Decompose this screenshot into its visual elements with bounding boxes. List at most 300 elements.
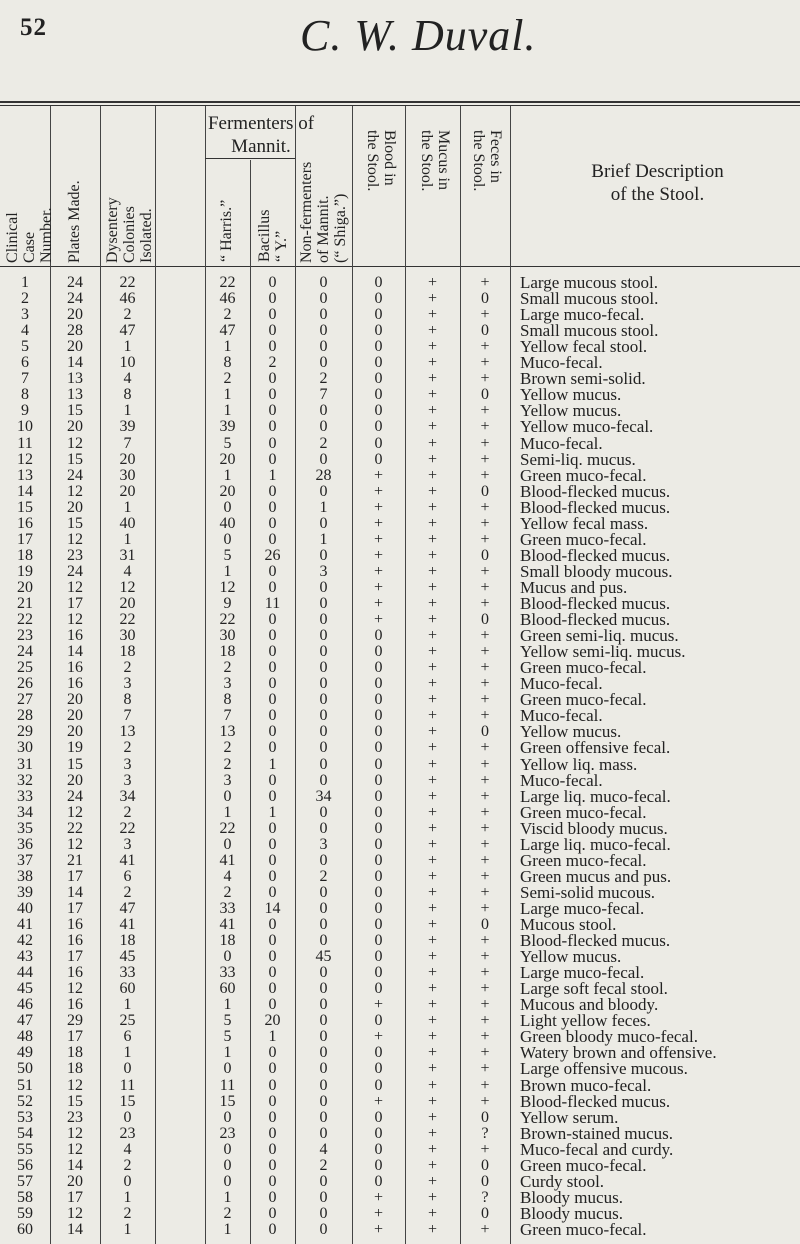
cell-harris: 0 [223, 1172, 232, 1190]
cell-mucus: + [427, 723, 438, 741]
cell-dysentery-colonies: 20 [119, 482, 136, 500]
cell-harris: 0 [223, 1108, 232, 1126]
cell-non-fermenters: 28 [315, 466, 332, 484]
cell-bacillus-y: 0 [268, 835, 277, 853]
cell-case-number: 50 [17, 1060, 33, 1078]
cell-dysentery-colonies: 18 [119, 932, 136, 950]
cell-feces: + [480, 514, 490, 532]
cell-feces: + [480, 643, 490, 661]
cell-mucus: + [427, 707, 438, 725]
cell-plates-made: 16 [67, 932, 83, 950]
cell-description: Yellow fecal mass. [520, 513, 649, 533]
cell-harris: 23 [219, 1124, 236, 1142]
cell-mucus: + [427, 562, 438, 580]
cell-mucus: + [427, 803, 438, 821]
cell-case-number: 48 [17, 1028, 33, 1046]
cell-plates-made: 17 [67, 899, 83, 917]
cell-blood: 0 [374, 771, 383, 789]
cell-bacillus-y: 0 [268, 562, 277, 580]
cell-bacillus-y: 0 [268, 707, 277, 725]
cell-blood: + [373, 514, 384, 532]
cell-non-fermenters: 0 [319, 514, 328, 532]
cell-plates-made: 14 [67, 883, 83, 901]
cell-blood: 0 [374, 1124, 383, 1142]
header-fermenters: Fermenters of Mannit. [207, 113, 315, 157]
cell-dysentery-colonies: 1 [123, 1220, 132, 1238]
cell-plates-made: 24 [67, 274, 83, 291]
cell-blood: 0 [374, 691, 383, 709]
cell-feces: + [480, 1044, 490, 1062]
cell-harris: 5 [223, 546, 232, 564]
cell-mucus: + [427, 643, 438, 661]
cell-non-fermenters: 0 [319, 659, 328, 677]
cell-mucus: + [427, 370, 438, 388]
cell-dysentery-colonies: 0 [123, 1108, 132, 1126]
cell-description: Yellow semi-liq. mucus. [520, 642, 686, 662]
cell-harris: 39 [219, 418, 236, 436]
cell-mucus: + [427, 755, 438, 773]
cell-case-number: 46 [17, 996, 33, 1014]
cell-non-fermenters: 0 [319, 1108, 328, 1126]
cell-plates-made: 20 [67, 771, 83, 789]
cell-harris: 0 [223, 1156, 232, 1174]
cell-non-fermenters: 0 [319, 916, 328, 933]
cell-bacillus-y: 0 [268, 1204, 277, 1222]
cell-dysentery-colonies: 2 [123, 659, 132, 677]
cell-harris: 1 [223, 1188, 232, 1206]
header-dysentery-colonies: Dysentery Colonies Isolated. [104, 197, 155, 263]
top-rule-thin [0, 105, 800, 106]
cell-harris: 0 [223, 948, 232, 966]
cell-bacillus-y: 0 [268, 867, 277, 885]
cell-harris: 1 [223, 466, 232, 484]
cell-mucus: + [427, 418, 438, 436]
cell-bacillus-y: 0 [268, 530, 277, 548]
cell-bacillus-y: 0 [268, 338, 277, 356]
cell-feces: + [480, 948, 490, 966]
cell-description: Green offensive fecal. [520, 738, 671, 758]
cell-plates-made: 24 [67, 562, 83, 580]
cell-bacillus-y: 20 [264, 1012, 281, 1030]
cell-bacillus-y: 0 [268, 964, 277, 982]
cell-case-number: 38 [17, 867, 33, 885]
cell-description: Blood-flecked mucus. [520, 1091, 671, 1111]
cell-harris: 2 [223, 755, 232, 773]
cell-blood: 0 [374, 627, 383, 645]
cell-case-number: 49 [17, 1044, 33, 1062]
cell-harris: 22 [219, 274, 236, 291]
cell-non-fermenters: 0 [319, 739, 328, 757]
cell-dysentery-colonies: 12 [119, 578, 136, 596]
cell-description: Muco-fecal and curdy. [520, 1139, 674, 1159]
cell-non-fermenters: 0 [319, 691, 328, 709]
cell-description: Yellow mucus. [520, 722, 622, 742]
cell-mucus: + [427, 402, 438, 420]
cell-bacillus-y: 0 [268, 274, 277, 291]
cell-case-number: 25 [17, 659, 33, 677]
cell-plates-made: 14 [67, 1156, 83, 1174]
cell-description: Light yellow feces. [520, 1011, 651, 1031]
cell-mucus: + [427, 659, 438, 677]
cell-bacillus-y: 0 [268, 675, 277, 693]
cell-mucus: + [427, 450, 438, 468]
table-row [0, 1219, 800, 1240]
cell-plates-made: 21 [67, 851, 83, 869]
cell-harris: 1 [223, 338, 232, 356]
cell-dysentery-colonies: 1 [123, 498, 132, 516]
cell-dysentery-colonies: 2 [123, 739, 132, 757]
cell-dysentery-colonies: 47 [119, 322, 136, 340]
cell-plates-made: 24 [67, 290, 83, 308]
cell-blood: + [373, 1092, 384, 1110]
cell-feces: + [480, 530, 490, 548]
cell-blood: 0 [374, 354, 383, 372]
cell-dysentery-colonies: 2 [123, 883, 132, 901]
cell-harris: 18 [219, 643, 236, 661]
cell-feces: + [480, 562, 490, 580]
header-case-number: Clinical Case Number. [4, 207, 55, 263]
cell-dysentery-colonies: 34 [119, 787, 136, 805]
header-description: Brief Description of the Stool. [591, 161, 724, 205]
cell-non-fermenters: 0 [319, 1060, 328, 1078]
cell-harris: 0 [223, 498, 232, 516]
cell-bacillus-y: 1 [268, 1028, 277, 1046]
cell-description: Muco-fecal. [520, 674, 603, 694]
cell-non-fermenters: 2 [319, 370, 328, 388]
cell-description: Curdy stool. [520, 1171, 605, 1191]
cell-blood: 0 [374, 322, 383, 340]
cell-case-number: 24 [17, 643, 33, 661]
cell-non-fermenters: 0 [319, 546, 328, 564]
cell-case-number: 8 [21, 386, 29, 404]
cell-non-fermenters: 0 [319, 322, 328, 340]
cell-feces: + [480, 659, 490, 677]
cell-non-fermenters: 0 [319, 1188, 328, 1206]
cell-feces: 0 [481, 482, 489, 500]
cell-feces: ? [481, 1188, 489, 1206]
cell-plates-made: 12 [67, 578, 83, 596]
cell-feces: 0 [481, 1204, 489, 1222]
cell-feces: + [480, 883, 490, 901]
cell-harris: 2 [223, 1204, 232, 1222]
cell-non-fermenters: 0 [319, 899, 328, 917]
cell-case-number: 54 [17, 1124, 33, 1142]
cell-non-fermenters: 0 [319, 819, 328, 837]
cell-bacillus-y: 0 [268, 1124, 277, 1142]
cell-description: Mucous and bloody. [520, 995, 659, 1015]
cell-harris: 1 [223, 996, 232, 1014]
cell-description: Small mucous stool. [520, 321, 659, 341]
cell-feces: ? [481, 1124, 489, 1142]
cell-non-fermenters: 0 [319, 723, 328, 741]
cell-mucus: + [427, 1044, 438, 1062]
cell-harris: 1 [223, 562, 232, 580]
cell-mucus: + [427, 932, 438, 950]
cell-bacillus-y: 14 [264, 899, 281, 917]
cell-dysentery-colonies: 20 [119, 450, 136, 468]
cell-plates-made: 16 [67, 675, 83, 693]
cell-dysentery-colonies: 4 [123, 562, 132, 580]
cell-mucus: + [427, 611, 438, 629]
cell-dysentery-colonies: 6 [123, 1028, 132, 1046]
cell-plates-made: 18 [67, 1060, 83, 1078]
cell-plates-made: 20 [67, 1172, 83, 1190]
cell-harris: 1 [223, 386, 232, 404]
cell-blood: 0 [374, 675, 383, 693]
cell-mucus: + [427, 482, 438, 500]
cell-dysentery-colonies: 8 [123, 691, 132, 709]
cell-description: Green semi-liq. mucus. [520, 626, 679, 646]
cell-blood: + [373, 996, 384, 1014]
cell-blood: 0 [374, 274, 383, 291]
cell-description: Green muco-fecal. [520, 690, 647, 710]
cell-non-fermenters: 0 [319, 611, 328, 629]
cell-plates-made: 15 [67, 755, 83, 773]
cell-harris: 0 [223, 835, 232, 853]
cell-blood: 0 [374, 1012, 383, 1030]
cell-non-fermenters: 0 [319, 755, 328, 773]
cell-blood: 0 [374, 1060, 383, 1078]
cell-mucus: + [427, 578, 438, 596]
cell-harris: 15 [219, 1092, 236, 1110]
cell-bacillus-y: 0 [268, 450, 277, 468]
cell-plates-made: 29 [67, 1012, 83, 1030]
cell-dysentery-colonies: 45 [119, 948, 136, 966]
cell-feces: + [480, 434, 490, 452]
cell-non-fermenters: 0 [319, 964, 328, 982]
cell-harris: 11 [219, 1076, 236, 1094]
cell-dysentery-colonies: 2 [123, 1204, 132, 1222]
cell-bacillus-y: 2 [268, 354, 277, 372]
cell-description: Brown muco-fecal. [520, 1075, 652, 1095]
cell-mucus: + [427, 354, 438, 372]
cell-harris: 0 [223, 787, 232, 805]
cell-bacillus-y: 0 [268, 418, 277, 436]
cell-description: Mucus and pus. [520, 577, 628, 597]
cell-feces: + [480, 466, 490, 484]
cell-non-fermenters: 34 [315, 787, 332, 805]
cell-case-number: 53 [17, 1108, 33, 1126]
cell-feces: + [480, 1220, 490, 1238]
cell-blood: + [373, 546, 384, 564]
cell-mucus: + [427, 1156, 438, 1174]
cell-blood: 0 [374, 916, 383, 933]
cell-non-fermenters: 2 [319, 434, 328, 452]
cell-bacillus-y: 0 [268, 1156, 277, 1174]
cell-non-fermenters: 0 [319, 290, 328, 308]
cell-blood: 0 [374, 723, 383, 741]
cell-mucus: + [427, 306, 438, 324]
cell-plates-made: 16 [67, 659, 83, 677]
cell-blood: 0 [374, 643, 383, 661]
cell-feces: + [480, 274, 490, 291]
cell-harris: 8 [223, 691, 232, 709]
running-title: C. W. Duval. [300, 11, 537, 60]
cell-mucus: + [427, 980, 438, 998]
cell-case-number: 52 [17, 1092, 33, 1110]
cell-dysentery-colonies: 3 [123, 675, 132, 693]
cell-harris: 40 [219, 514, 236, 532]
cell-blood: 0 [374, 402, 383, 420]
cell-description: Green bloody muco-fecal. [520, 1027, 698, 1047]
cell-case-number: 20 [17, 578, 33, 596]
cell-feces: + [480, 1060, 490, 1078]
cell-case-number: 35 [17, 819, 33, 837]
cell-dysentery-colonies: 41 [119, 851, 136, 869]
cell-case-number: 47 [17, 1012, 33, 1030]
cell-bacillus-y: 0 [268, 1220, 277, 1238]
cell-blood: 0 [374, 290, 383, 308]
cell-plates-made: 14 [67, 1220, 83, 1238]
cell-description: Large liq. muco-fecal. [520, 834, 671, 854]
cell-bacillus-y: 0 [268, 434, 277, 452]
cell-bacillus-y: 0 [268, 819, 277, 837]
cell-case-number: 11 [17, 434, 33, 452]
cell-bacillus-y: 0 [268, 370, 277, 388]
cell-harris: 5 [223, 434, 232, 452]
cell-description: Green muco-fecal. [520, 529, 647, 549]
cell-dysentery-colonies: 2 [123, 1156, 132, 1174]
cell-plates-made: 17 [67, 1188, 83, 1206]
cell-mucus: + [427, 1140, 438, 1158]
cell-description: Green muco-fecal. [520, 850, 647, 870]
cell-harris: 22 [219, 819, 236, 837]
cell-mucus: + [427, 627, 438, 645]
cell-blood: 0 [374, 948, 383, 966]
cell-dysentery-colonies: 46 [119, 290, 136, 308]
cell-plates-made: 16 [67, 964, 83, 982]
cell-harris: 1 [223, 1044, 232, 1062]
cell-mucus: + [427, 322, 438, 340]
cell-case-number: 30 [17, 739, 33, 757]
cell-non-fermenters: 0 [319, 851, 328, 869]
cell-plates-made: 12 [67, 611, 83, 629]
cell-bacillus-y: 0 [268, 578, 277, 596]
cell-mucus: + [427, 851, 438, 869]
cell-bacillus-y: 0 [268, 627, 277, 645]
cell-dysentery-colonies: 60 [119, 980, 136, 998]
cell-blood: + [373, 498, 384, 516]
cell-case-number: 22 [17, 611, 33, 629]
cell-dysentery-colonies: 41 [119, 916, 136, 933]
cell-blood: 0 [374, 1156, 383, 1174]
cell-non-fermenters: 0 [319, 1172, 328, 1190]
cell-bacillus-y: 0 [268, 1076, 277, 1094]
cell-plates-made: 12 [67, 1204, 83, 1222]
cell-mucus: + [427, 386, 438, 404]
cell-bacillus-y: 0 [268, 643, 277, 661]
cell-non-fermenters: 3 [319, 835, 328, 853]
cell-blood: 0 [374, 418, 383, 436]
cell-blood: 0 [374, 434, 383, 452]
cell-non-fermenters: 0 [319, 883, 328, 901]
cell-case-number: 51 [17, 1076, 33, 1094]
cell-bacillus-y: 0 [268, 691, 277, 709]
cell-dysentery-colonies: 31 [119, 546, 136, 564]
cell-blood: 0 [374, 1044, 383, 1062]
cell-harris: 12 [219, 578, 236, 596]
cell-blood: 0 [374, 707, 383, 725]
cell-description: Yellow mucus. [520, 385, 622, 405]
cell-feces: + [480, 498, 490, 516]
cell-dysentery-colonies: 1 [123, 1044, 132, 1062]
cell-dysentery-colonies: 7 [123, 434, 132, 452]
header-non-fermenters: Non-fermenters of Mannit. (“ Shiga.”) [298, 161, 349, 263]
cell-dysentery-colonies: 1 [123, 996, 132, 1014]
cell-case-number: 45 [17, 980, 33, 998]
cell-blood: 0 [374, 835, 383, 853]
cell-bacillus-y: 0 [268, 402, 277, 420]
cell-feces: 0 [481, 1108, 489, 1126]
cell-non-fermenters: 0 [319, 980, 328, 998]
cell-plates-made: 13 [67, 386, 83, 404]
cell-harris: 46 [219, 290, 236, 308]
cell-mucus: + [427, 1172, 438, 1190]
cell-bacillus-y: 0 [268, 290, 277, 308]
cell-harris: 2 [223, 370, 232, 388]
cell-case-number: 31 [17, 755, 33, 773]
cell-feces: + [480, 932, 490, 950]
cell-bacillus-y: 0 [268, 1044, 277, 1062]
cell-dysentery-colonies: 11 [119, 1076, 136, 1094]
cell-harris: 30 [219, 627, 236, 645]
cell-case-number: 56 [17, 1156, 33, 1174]
cell-harris: 33 [219, 899, 236, 917]
cell-plates-made: 28 [67, 322, 83, 340]
cell-bacillus-y: 11 [264, 595, 281, 612]
cell-description: Blood-flecked mucus. [520, 594, 671, 613]
cell-harris: 9 [223, 595, 232, 612]
cell-harris: 0 [223, 1140, 232, 1158]
cell-feces: + [480, 707, 490, 725]
cell-case-number: 16 [17, 514, 33, 532]
cell-mucus: + [427, 771, 438, 789]
cell-dysentery-colonies: 4 [123, 1140, 132, 1158]
cell-bacillus-y: 1 [268, 803, 277, 821]
cell-feces: + [480, 354, 490, 372]
cell-non-fermenters: 0 [319, 450, 328, 468]
cell-mucus: + [427, 916, 438, 933]
cell-non-fermenters: 45 [315, 948, 332, 966]
cell-case-number: 12 [17, 450, 33, 468]
cell-feces: 0 [481, 916, 489, 933]
cell-mucus: + [427, 675, 438, 693]
cell-dysentery-colonies: 23 [119, 1124, 136, 1142]
cell-blood: + [373, 1028, 384, 1046]
cell-bacillus-y: 0 [268, 948, 277, 966]
cell-case-number: 7 [21, 370, 29, 388]
cell-harris: 5 [223, 1028, 232, 1046]
cell-harris: 0 [223, 530, 232, 548]
cell-bacillus-y: 0 [268, 851, 277, 869]
cell-bacillus-y: 0 [268, 1108, 277, 1126]
cell-description: Yellow mucus. [520, 401, 622, 421]
cell-non-fermenters: 0 [319, 1124, 328, 1142]
cell-feces: + [480, 851, 490, 869]
cell-plates-made: 13 [67, 370, 83, 388]
cell-plates-made: 20 [67, 707, 83, 725]
cell-case-number: 37 [17, 851, 33, 869]
cell-plates-made: 12 [67, 1076, 83, 1094]
cell-harris: 7 [223, 707, 232, 725]
cell-feces: 0 [481, 290, 489, 308]
cell-plates-made: 17 [67, 867, 83, 885]
cell-feces: + [480, 418, 490, 436]
cell-description: Large muco-fecal. [520, 963, 645, 983]
cell-case-number: 10 [17, 418, 33, 436]
cell-description: Large offensive mucous. [520, 1059, 688, 1079]
cell-bacillus-y: 0 [268, 932, 277, 950]
